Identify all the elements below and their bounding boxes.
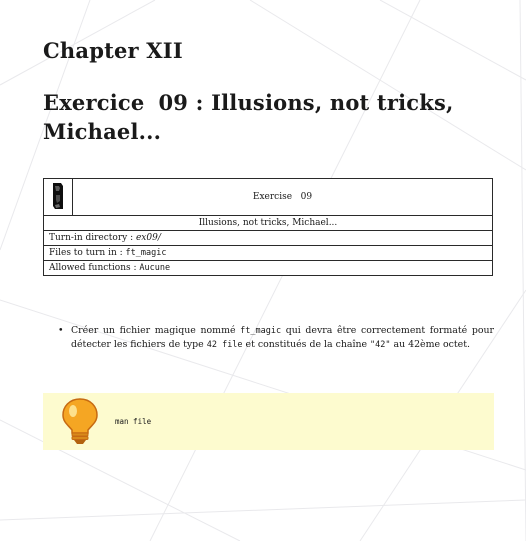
allowed-value: Aucune: [139, 263, 171, 273]
school-logo-icon: [52, 182, 64, 210]
allowed-label: Allowed functions :: [49, 263, 137, 273]
allowed-functions-cell: [44, 261, 493, 276]
table-row: [44, 231, 493, 246]
code-file-type: 42 file: [206, 340, 243, 350]
code-string: "42": [370, 340, 391, 350]
files-to-turn-in-cell: [44, 246, 493, 261]
table-row: [44, 261, 493, 276]
bullet-icon: •: [58, 325, 64, 336]
files-value: ft_magic: [125, 248, 167, 258]
code-filename: ft_magic: [240, 326, 282, 336]
table-row: [44, 246, 493, 261]
hint-text: man file: [115, 417, 152, 426]
turnin-directory-cell: [44, 231, 493, 246]
chapter-title: Chapter XII: [43, 38, 183, 63]
files-label: Files to turn in :: [49, 248, 123, 258]
exercise-heading: [43, 88, 513, 146]
logo-cell: [44, 179, 73, 216]
exercise-info-table: [43, 178, 493, 276]
instruction-item: [58, 324, 494, 352]
exercise-heading-prefix: Exercice: [43, 90, 145, 115]
exercise-heading-number: 09 :: [158, 90, 204, 115]
exercise-name-cell: Illusions, not tricks, Michael...: [44, 216, 493, 231]
exercise-label-cell: [73, 179, 493, 216]
exercise-number: 09: [300, 192, 313, 202]
table-row: [44, 216, 493, 231]
table-row: [44, 179, 493, 216]
turnin-value: ex09/: [135, 233, 161, 243]
hint-box: [43, 393, 494, 450]
instruction-text: Créer un fichier magique nommé ft_magic qui devra être correctement formaté pour détecter les fichiers de type 42 file et constitués de la chaîne "42" au 42ème octet.: [71, 325, 495, 350]
exercise-label: Exercise: [252, 192, 293, 202]
turnin-label: Turn-in directory :: [49, 233, 134, 243]
lightbulb-icon: [60, 396, 100, 446]
exercise-heading-name: Illusions, not tricks, Michael...: [43, 90, 454, 144]
